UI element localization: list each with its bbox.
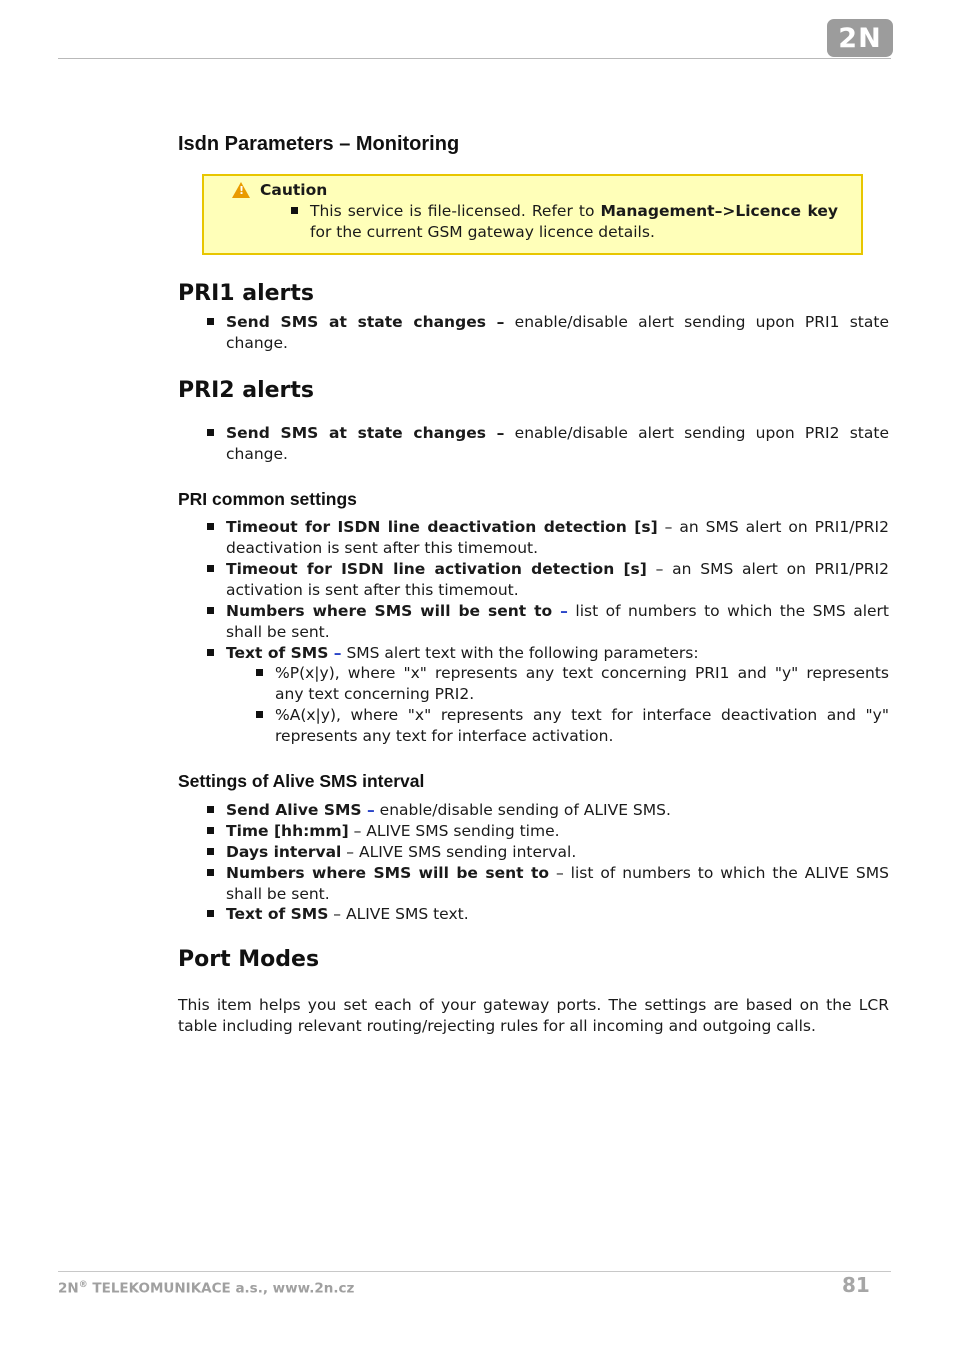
list-item: Numbers where SMS will be sent to – list of numbers to which the ALIVE SMS shall be sent.: [226, 863, 889, 905]
bullet-icon: [207, 827, 214, 834]
list-item: Time [hh:mm] – ALIVE SMS sending time.: [226, 821, 889, 842]
bullet-icon: [256, 711, 263, 718]
list-item: Text of SMS – SMS alert text with the following parameters:: [226, 643, 889, 664]
bullet-icon: [291, 207, 298, 214]
list-item: Days interval – ALIVE SMS sending interval.: [226, 842, 889, 863]
bullet-icon: [207, 523, 214, 530]
sub-list-item: %A(x|y), where "x" represents any text for interface deactivation and "y" represents any text for interface activation.: [275, 705, 889, 747]
isdn-heading: Isdn Parameters – Monitoring: [178, 133, 460, 155]
bullet-icon: [207, 806, 214, 813]
bullet-icon: [207, 607, 214, 614]
caution-title: Caution: [260, 181, 328, 199]
port-modes-heading: Port Modes: [178, 947, 320, 972]
bullet-icon: [207, 318, 214, 325]
pri2-heading: PRI2 alerts: [178, 378, 314, 403]
pri1-heading: PRI1 alerts: [178, 281, 314, 306]
2n-logo: 2N: [827, 19, 893, 57]
list-item: Text of SMS – ALIVE SMS text.: [226, 904, 889, 925]
list-item: Send SMS at state changes – enable/disable alert sending upon PRI2 state change.: [226, 423, 889, 465]
caution-item: This service is file-licensed. Refer to Management–>Licence key for the current GSM gateway licence details.: [310, 201, 838, 243]
bullet-icon: [207, 429, 214, 436]
list-item: Numbers where SMS will be sent to – list of numbers to which the SMS alert shall be sent.: [226, 601, 889, 643]
bullet-icon: [207, 910, 214, 917]
bullet-icon: [207, 649, 214, 656]
warning-icon: [232, 182, 250, 198]
footer-company: 2N® TELEKOMUNIKACE a.s., www.2n.cz: [58, 1280, 355, 1297]
sub-list-item: %P(x|y), where "x" represents any text concerning PRI1 and "y" represents any text concerning PRI2.: [275, 663, 889, 705]
footer-rule: [58, 1271, 891, 1272]
pri-common-heading: PRI common settings: [178, 489, 357, 509]
port-modes-paragraph: This item helps you set each of your gateway ports. The settings are based on the LCR table including relevant routing/rejecting rules for all incoming and outgoing calls.: [178, 996, 889, 1035]
list-item: Timeout for ISDN line activation detection [s] – an SMS alert on PRI1/PRI2 activation is sent after this timemout.: [226, 559, 889, 601]
caution-box: [202, 174, 863, 255]
bullet-icon: [207, 848, 214, 855]
list-item: Send SMS at state changes – enable/disable alert sending upon PRI1 state change.: [226, 312, 889, 354]
page-number: 81: [842, 1273, 870, 1297]
alive-heading: Settings of Alive SMS interval: [178, 771, 425, 791]
caution-header: [232, 181, 327, 199]
bullet-icon: [207, 869, 214, 876]
bullet-icon: [256, 669, 263, 676]
list-item: Timeout for ISDN line deactivation detection [s] – an SMS alert on PRI1/PRI2 deactivation is sent after this timemout.: [226, 517, 889, 559]
list-item: Send Alive SMS – enable/disable sending of ALIVE SMS.: [226, 800, 889, 821]
bullet-icon: [207, 565, 214, 572]
header-rule: [58, 58, 891, 59]
